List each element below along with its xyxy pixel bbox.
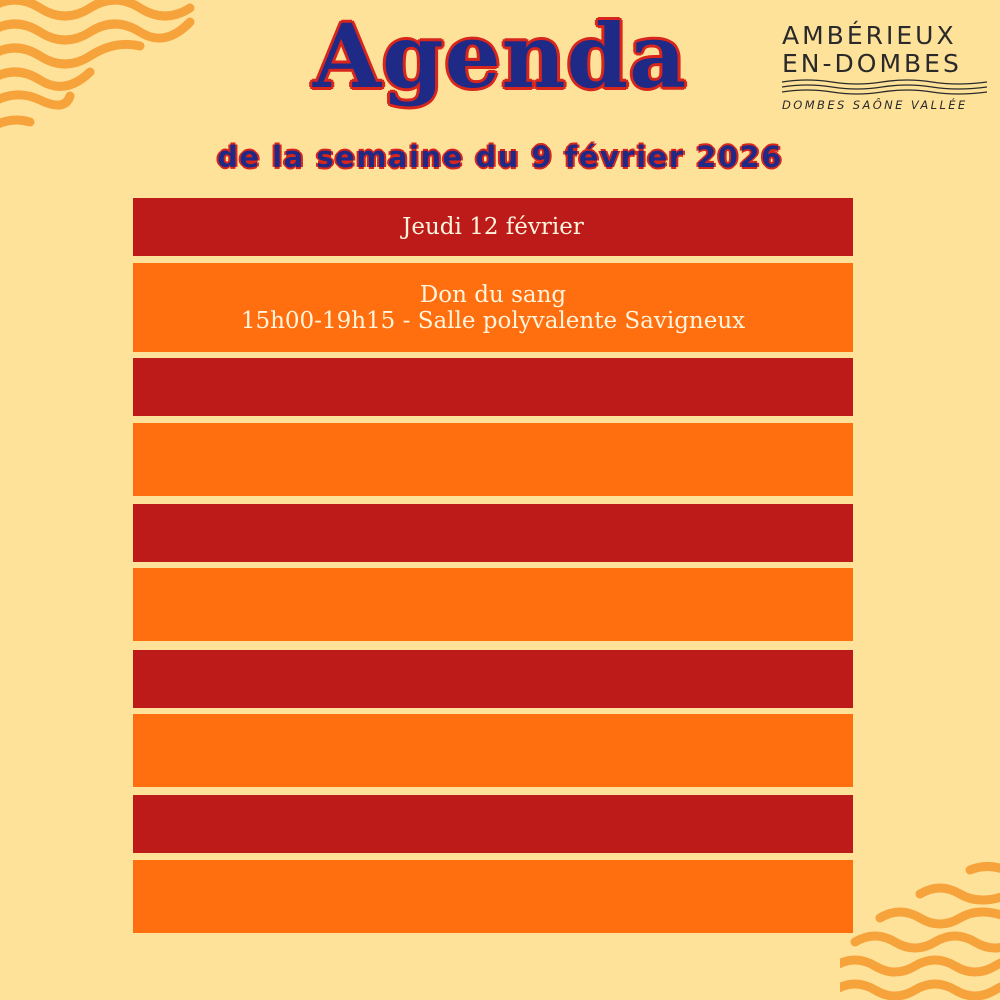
logo-tagline: DOMBES SAÔNE VALLÉE — [782, 98, 968, 112]
agenda-row — [133, 650, 853, 708]
logo-line1: AMBÉRIEUX — [782, 21, 957, 50]
decorative-waves-bottom-right — [840, 860, 1000, 1000]
agenda-row — [133, 423, 853, 496]
logo-line2: EN-DOMBES — [782, 49, 962, 78]
page-subtitle: de la semaine du 9 février 2026 — [217, 140, 783, 174]
row-line: Jeudi 12 février — [402, 214, 584, 240]
decorative-waves-top-left — [0, 0, 200, 150]
logo-waves-icon — [782, 78, 987, 96]
event-title: Don du sang — [419, 282, 567, 308]
agenda-row — [133, 795, 853, 853]
agenda-row — [133, 263, 853, 352]
event-details: 15h00-19h15 - Salle polyvalente Savigneux — [240, 308, 746, 334]
agenda-row — [133, 504, 853, 562]
page-title: Agenda — [312, 4, 688, 108]
agenda-row — [133, 714, 853, 787]
town-logo — [782, 22, 987, 112]
agenda-row — [133, 358, 853, 416]
agenda-row — [133, 198, 853, 256]
agenda-row — [133, 568, 853, 641]
agenda-row — [133, 860, 853, 933]
